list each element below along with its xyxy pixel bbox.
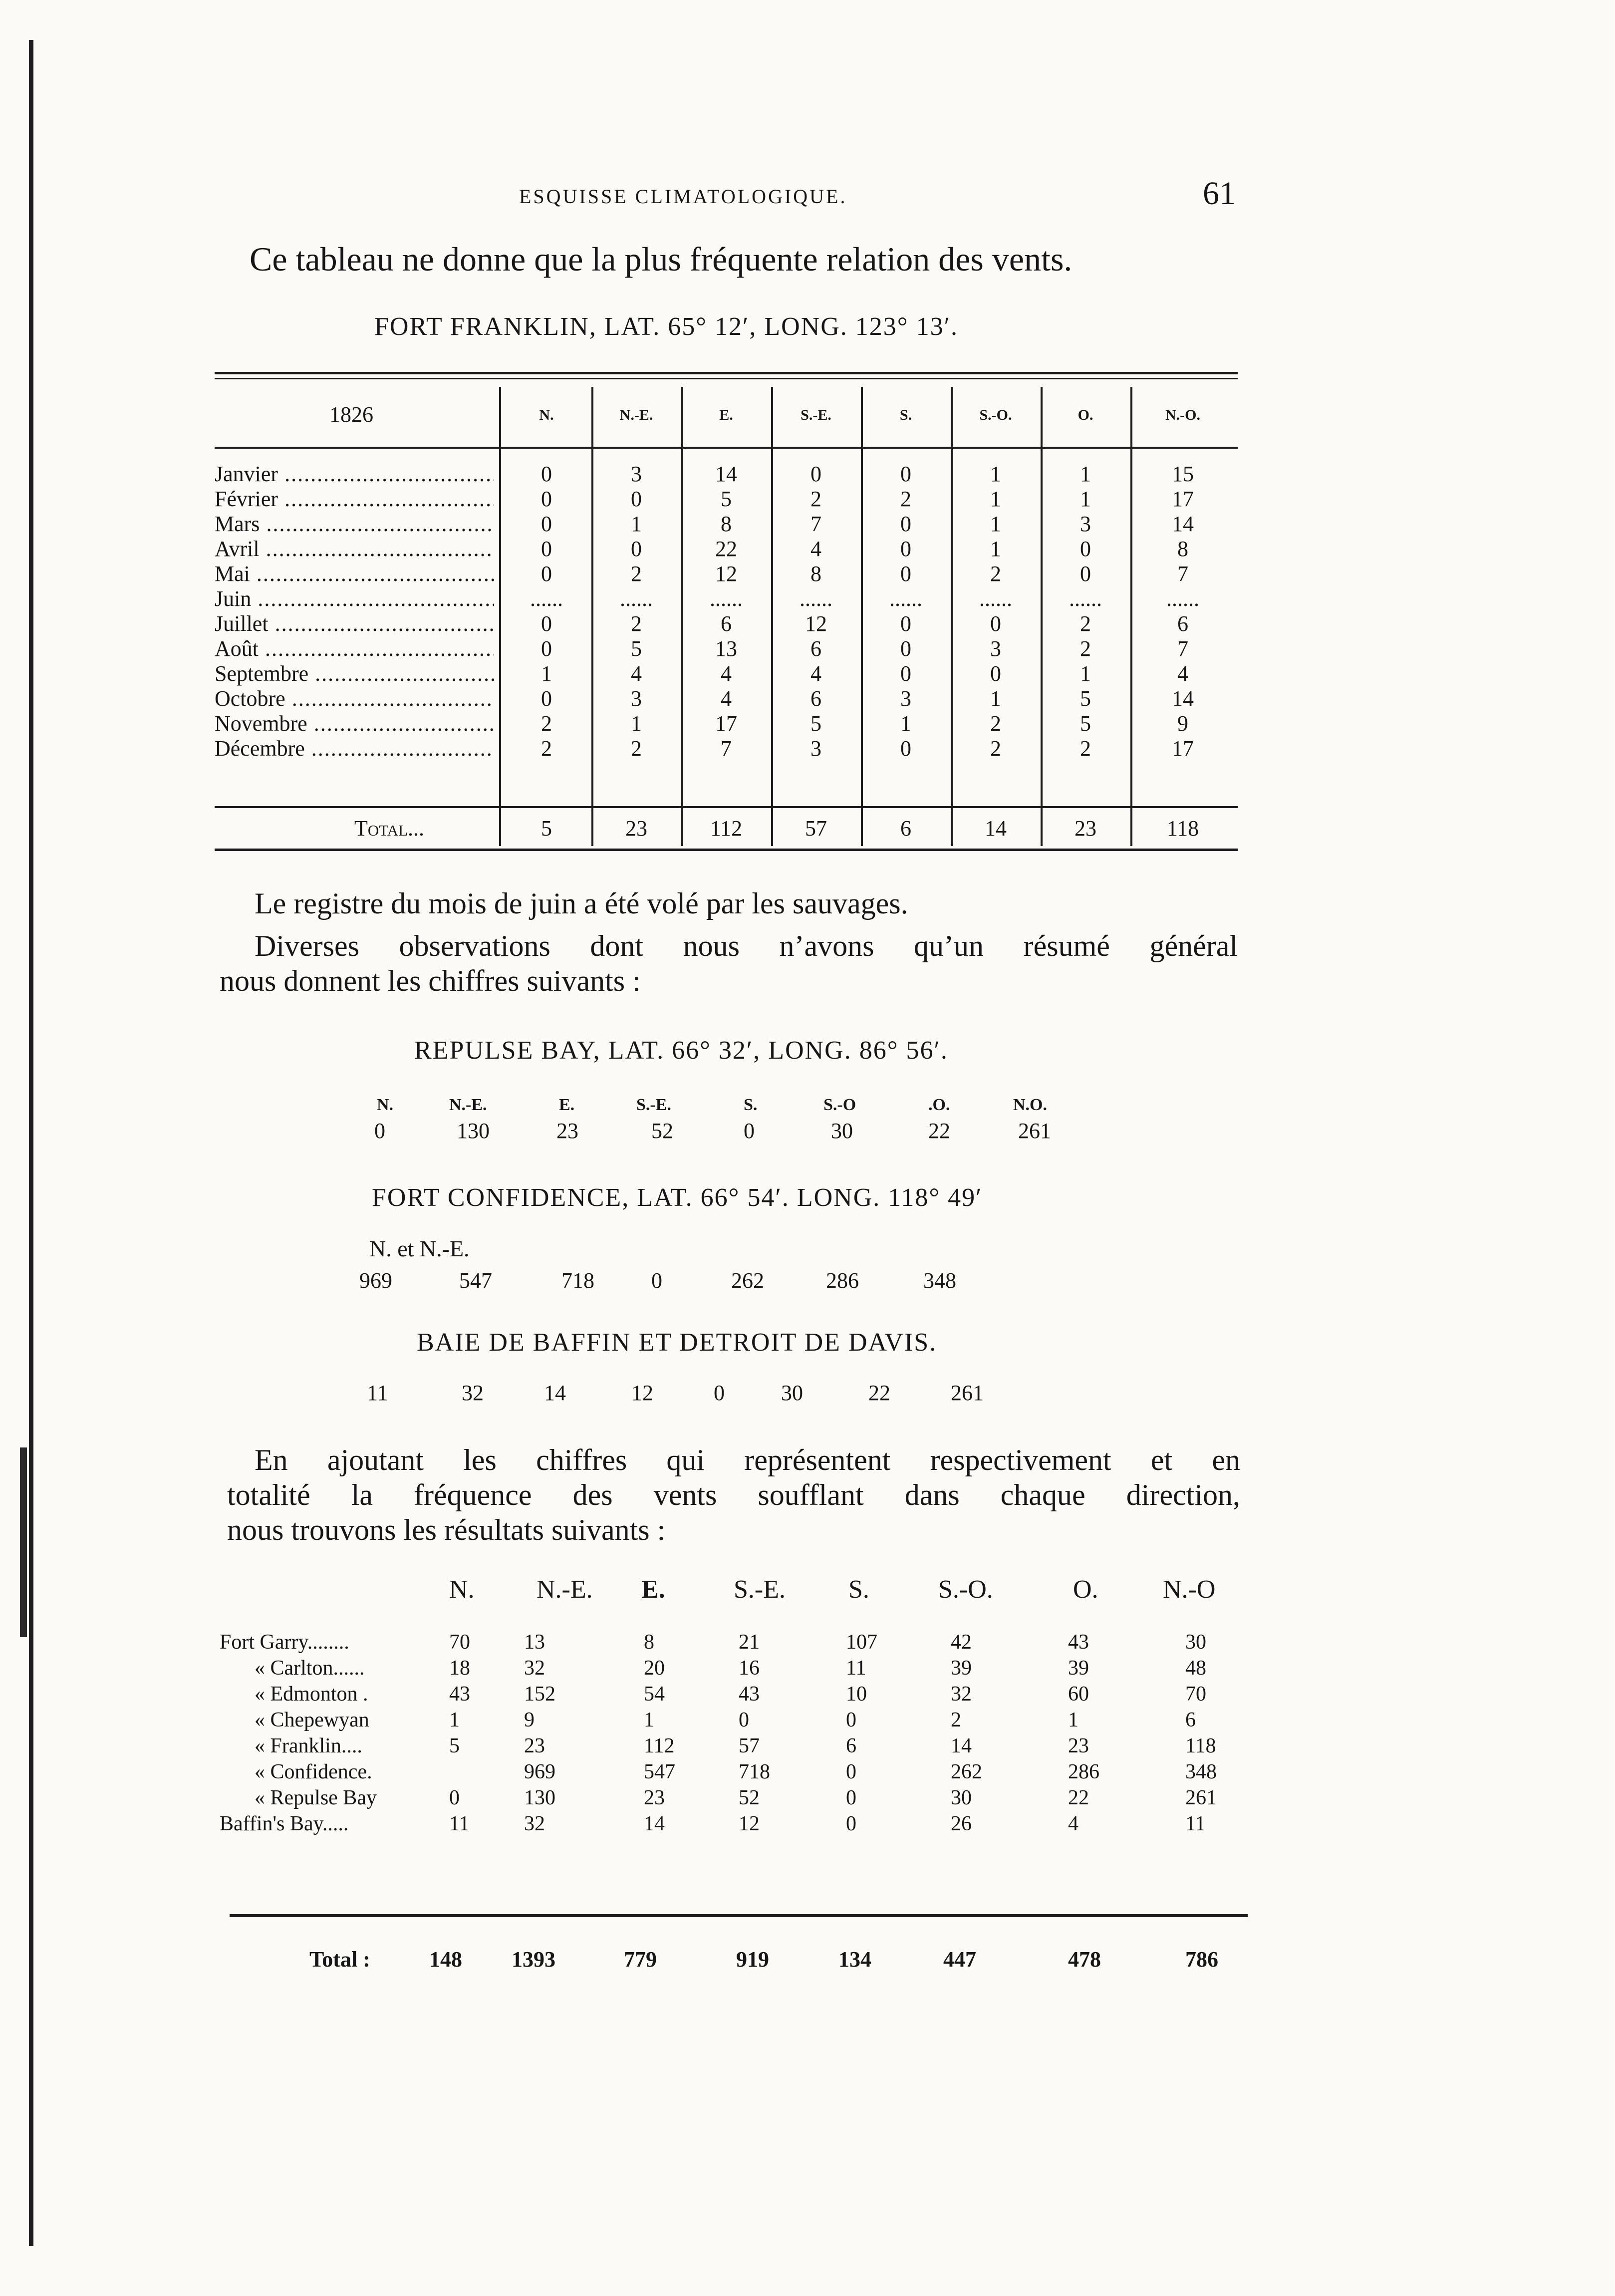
month-label: Septembre .....	[215, 661, 494, 686]
station-label: Baffin's Bay.....	[220, 1812, 349, 1835]
summary-cell: 1	[1068, 1709, 1078, 1731]
total-cell: 112	[710, 816, 743, 841]
franklin-wind-table	[215, 372, 1238, 851]
month-row	[215, 736, 1238, 761]
wind-count-cell: 0	[541, 636, 552, 661]
wind-count-cell: 1	[900, 711, 911, 736]
confidence-val: 0	[651, 1268, 662, 1293]
wind-count-cell: ......	[710, 586, 743, 611]
intro-sentence: Ce tableau ne donne que la plus fréquente relation des vents.	[250, 240, 1073, 278]
col-header-e: E.	[719, 407, 733, 423]
wind-count-cell: 1	[990, 512, 1001, 536]
month-row	[215, 661, 1238, 686]
summary-cell: 261	[1185, 1786, 1217, 1809]
month-label: Octobre .....	[215, 686, 494, 711]
summary-cell: 547	[644, 1760, 675, 1783]
total-cell: 23	[1075, 816, 1096, 841]
summary-row	[220, 1682, 1258, 1707]
wind-count-cell: 1	[990, 537, 1001, 561]
summary-cell: 48	[1185, 1657, 1206, 1680]
month-label: Août .....	[215, 636, 494, 661]
baffin-val: 261	[951, 1381, 984, 1405]
summary-cell: 262	[951, 1760, 982, 1783]
wind-count-cell: 3	[1080, 512, 1091, 536]
repulse-val: 22	[928, 1119, 950, 1143]
month-label: Juin .....	[215, 586, 494, 611]
wind-count-cell: 4	[721, 686, 732, 711]
summary-cell: 4	[1068, 1812, 1078, 1835]
wind-count-cell: 2	[1080, 736, 1091, 761]
summary-cell: 22	[1068, 1786, 1089, 1809]
page-number: 61	[1203, 175, 1236, 212]
wind-count-cell: 5	[1080, 711, 1091, 736]
wind-count-cell: 14	[715, 462, 737, 486]
repulse-val: 0	[374, 1119, 385, 1143]
baffin-val: 22	[868, 1381, 890, 1405]
wind-count-cell: 14	[1172, 686, 1194, 711]
wind-count-cell: 2	[631, 611, 642, 636]
summary-row	[220, 1759, 1258, 1784]
summary-total-cell: 919	[736, 1947, 769, 1972]
wind-count-cell: 2	[541, 736, 552, 761]
wind-count-cell: 1	[990, 686, 1001, 711]
year-header: 1826	[329, 402, 373, 427]
repulse-val: 23	[556, 1119, 578, 1143]
summary-cell: 112	[644, 1734, 675, 1757]
wind-count-cell: 7	[1177, 562, 1188, 586]
repulse-val: 30	[831, 1119, 853, 1143]
wind-count-cell: 6	[721, 611, 732, 636]
summary-cell: 57	[739, 1734, 760, 1757]
summary-col-e: E.	[641, 1575, 665, 1604]
summary-cell: 348	[1185, 1760, 1217, 1783]
table-top-rule-2	[215, 378, 1238, 379]
summary-cell: 0	[846, 1760, 856, 1783]
wind-count-cell: 0	[810, 462, 821, 486]
wind-count-cell: 3	[990, 636, 1001, 661]
wind-count-cell: 0	[541, 611, 552, 636]
wind-count-cell: ......	[620, 586, 653, 611]
wind-count-cell: 6	[810, 686, 821, 711]
summary-cell: 6	[1185, 1709, 1196, 1731]
wind-count-cell: 8	[1177, 537, 1188, 561]
summary-cell: 23	[524, 1734, 545, 1757]
summary-cell: 39	[951, 1657, 972, 1680]
month-row	[215, 562, 1238, 586]
paragraph-2-line-2: totalité la fréquence des vents soufflant dans chaque direction,	[227, 1478, 1240, 1511]
wind-count-cell: 0	[900, 512, 911, 536]
wind-count-cell: 2	[900, 487, 911, 511]
summary-cell: 60	[1068, 1683, 1089, 1706]
summary-cell: 0	[846, 1812, 856, 1835]
wind-count-cell: 22	[715, 537, 737, 561]
wind-count-cell: 3	[810, 736, 821, 761]
summary-cell: 0	[739, 1709, 749, 1731]
paragraph-2-line-3: nous trouvons les résultats suivants :	[227, 1513, 666, 1546]
table-header-rule	[215, 447, 1238, 449]
repulse-col-e: E.	[559, 1096, 575, 1114]
wind-count-cell: 6	[810, 636, 821, 661]
theft-note: Le registre du mois de juin a été volé par les sauvages.	[255, 887, 908, 920]
baffin-val: 32	[462, 1381, 484, 1405]
wind-count-cell: ......	[1166, 586, 1199, 611]
wind-count-cell: 0	[541, 686, 552, 711]
month-label: Avril .....	[215, 537, 494, 562]
wind-count-cell: ......	[889, 586, 922, 611]
table-bottom-rule	[215, 849, 1238, 851]
station-label: « Franklin....	[255, 1734, 362, 1757]
summary-cell: 18	[449, 1657, 470, 1680]
month-label: Mars .....	[215, 512, 494, 537]
summary-cell: 1	[644, 1709, 654, 1731]
month-row	[215, 487, 1238, 512]
station-label: « Repulse Bay	[255, 1786, 377, 1809]
binding-edge	[29, 40, 33, 2246]
summary-cell: 0	[846, 1786, 856, 1809]
wind-count-cell: 17	[1172, 487, 1194, 511]
summary-cell: 26	[951, 1812, 972, 1835]
summary-total-cell: 478	[1068, 1947, 1101, 1972]
summary-cell: 152	[524, 1683, 555, 1706]
wind-count-cell: 2	[990, 736, 1001, 761]
repulse-title: REPULSE BAY, LAT. 66° 32′, LONG. 86° 56′.	[414, 1036, 948, 1065]
month-row	[215, 586, 1238, 611]
month-row	[215, 636, 1238, 661]
summary-cell: 52	[739, 1786, 760, 1809]
summary-cell: 23	[644, 1786, 665, 1809]
wind-count-cell: 0	[541, 487, 552, 511]
repulse-val: 52	[651, 1119, 673, 1143]
baffin-val: 12	[631, 1381, 653, 1405]
wind-count-cell: 2	[631, 736, 642, 761]
wind-count-cell: 0	[1080, 562, 1091, 586]
wind-count-cell: 0	[900, 611, 911, 636]
summary-col-n: N.	[449, 1575, 475, 1604]
wind-count-cell: 0	[900, 537, 911, 561]
station-label: « Edmonton .	[255, 1683, 368, 1706]
confidence-val: 262	[731, 1268, 764, 1293]
wind-count-cell: 8	[810, 562, 821, 586]
total-cell: 23	[625, 816, 647, 841]
binding-edge-dark	[20, 1447, 27, 1637]
summary-cell: 23	[1068, 1734, 1089, 1757]
paragraph-2-line-1: En ajoutant les chiffres qui représentent respectivement et en	[255, 1443, 1240, 1476]
repulse-col-ne: N.-E.	[449, 1096, 487, 1114]
summary-cell: 30	[951, 1786, 972, 1809]
confidence-title: FORT CONFIDENCE, LAT. 66° 54′. LONG. 118° 49′	[372, 1183, 983, 1212]
summary-total-cell: 779	[624, 1947, 657, 1972]
month-row	[215, 611, 1238, 636]
summary-cell: 1	[449, 1709, 460, 1731]
col-header-ne: N.-E.	[619, 407, 653, 423]
wind-count-cell: 9	[1177, 711, 1188, 736]
summary-cell: 43	[739, 1683, 760, 1706]
summary-cell: 11	[846, 1657, 866, 1680]
wind-count-cell: 2	[1080, 611, 1091, 636]
summary-total-row	[220, 1947, 1258, 1977]
wind-count-cell: 7	[1177, 636, 1188, 661]
wind-count-cell: 1	[990, 487, 1001, 511]
wind-count-cell: ......	[1069, 586, 1102, 611]
running-header: ESQUISSE CLIMATOLOGIQUE.	[519, 185, 847, 208]
wind-count-cell: 0	[541, 462, 552, 486]
summary-cell: 718	[739, 1760, 770, 1783]
col-header-s: S.	[899, 407, 912, 423]
col-header-n: N.	[539, 407, 554, 423]
wind-count-cell: 3	[631, 686, 642, 711]
col-header-o: O.	[1077, 407, 1093, 423]
summary-cell: 130	[524, 1786, 555, 1809]
summary-cell: 42	[951, 1631, 972, 1654]
summary-col-o: O.	[1073, 1575, 1098, 1604]
summary-total-cell: 1393	[512, 1947, 555, 1972]
summary-cell: 32	[524, 1812, 545, 1835]
franklin-total-row	[215, 814, 1238, 844]
summary-cell: 32	[524, 1657, 545, 1680]
summary-cell: 8	[644, 1631, 654, 1654]
repulse-col-se: S.-E.	[636, 1096, 671, 1114]
summary-cell: 10	[846, 1683, 867, 1706]
wind-count-cell: 0	[990, 661, 1001, 686]
summary-cell: 0	[846, 1709, 856, 1731]
total-cell: 14	[985, 816, 1007, 841]
wind-count-cell: 3	[900, 686, 911, 711]
wind-count-cell: 5	[1080, 686, 1091, 711]
summary-col-so: S.-O.	[938, 1575, 993, 1604]
summary-cell: 6	[846, 1734, 856, 1757]
summary-cell: 32	[951, 1683, 972, 1706]
wind-count-cell: 0	[900, 462, 911, 486]
summary-cell: 14	[644, 1812, 665, 1835]
repulse-val: 261	[1018, 1119, 1051, 1143]
month-label: Novembre .....	[215, 711, 494, 736]
summary-cell: 16	[739, 1657, 760, 1680]
summary-cell: 286	[1068, 1760, 1099, 1783]
station-label: « Carlton......	[255, 1657, 365, 1680]
wind-count-cell: 1	[1080, 462, 1091, 486]
wind-count-cell: 7	[810, 512, 821, 536]
wind-count-cell: 2	[541, 711, 552, 736]
summary-total-cell: 447	[943, 1947, 976, 1972]
wind-count-cell: 12	[805, 611, 827, 636]
total-cell: 5	[541, 816, 552, 841]
month-row	[215, 686, 1238, 711]
wind-count-cell: 5	[721, 487, 732, 511]
summary-cell: 13	[524, 1631, 545, 1654]
wind-count-cell: 5	[810, 711, 821, 736]
summary-total-cell: 148	[429, 1947, 462, 1972]
summary-cell: 107	[846, 1631, 877, 1654]
summary-cell: 5	[449, 1734, 460, 1757]
wind-count-cell: ......	[530, 586, 563, 611]
summary-cell: 969	[524, 1760, 555, 1783]
summary-cell: 11	[449, 1812, 470, 1835]
wind-count-cell: 17	[715, 711, 737, 736]
summary-cell: 0	[449, 1786, 460, 1809]
summary-cell: 43	[1068, 1631, 1089, 1654]
station-label: Fort Garry........	[220, 1631, 349, 1654]
repulse-col-n: N.	[377, 1096, 394, 1114]
summary-cell: 30	[1185, 1631, 1206, 1654]
month-label: Janvier .....	[215, 462, 494, 487]
wind-count-cell: 14	[1172, 512, 1194, 536]
wind-count-cell: 0	[990, 611, 1001, 636]
wind-count-cell: 15	[1172, 462, 1194, 486]
month-row	[215, 711, 1238, 736]
summary-cell: 54	[644, 1683, 665, 1706]
wind-count-cell: 17	[1172, 736, 1194, 761]
col-header-so: S.-O.	[979, 407, 1012, 423]
summary-cell: 14	[951, 1734, 972, 1757]
baffin-val: 11	[367, 1381, 388, 1405]
wind-count-cell: 0	[900, 736, 911, 761]
summary-row	[220, 1811, 1258, 1836]
summary-total-rule	[230, 1914, 1248, 1917]
wind-count-cell: 1	[631, 711, 642, 736]
month-label: Mai .....	[215, 562, 494, 586]
baffin-title: BAIE DE BAFFIN ET DETROIT DE DAVIS.	[417, 1328, 937, 1357]
month-row	[215, 537, 1238, 562]
wind-count-cell: 0	[631, 537, 642, 561]
wind-count-cell: 13	[715, 636, 737, 661]
repulse-val: 0	[744, 1119, 755, 1143]
summary-total-cell: 134	[838, 1947, 871, 1972]
wind-count-cell: 7	[721, 736, 732, 761]
wind-count-cell: 1	[1080, 661, 1091, 686]
baffin-val: 14	[544, 1381, 566, 1405]
repulse-col-s: S.	[744, 1096, 758, 1114]
summary-total-cell: 786	[1185, 1947, 1218, 1972]
wind-count-cell: 1	[1080, 487, 1091, 511]
total-cell: 118	[1166, 816, 1199, 841]
summary-cell: 118	[1185, 1734, 1216, 1757]
summary-row	[220, 1630, 1258, 1655]
summary-cell: 11	[1185, 1812, 1206, 1835]
wind-count-cell: 1	[990, 462, 1001, 486]
wind-count-cell: 0	[900, 636, 911, 661]
summary-total-label: Total :	[309, 1947, 370, 1972]
month-label: Février .....	[215, 487, 494, 512]
summary-row	[220, 1708, 1258, 1732]
summary-cell: 43	[449, 1683, 470, 1706]
summary-col-no: N.-O	[1163, 1575, 1216, 1604]
summary-col-se: S.-E.	[734, 1575, 786, 1604]
wind-count-cell: 4	[810, 661, 821, 686]
repulse-col-no: N.O.	[1013, 1096, 1047, 1114]
summary-cell: 39	[1068, 1657, 1089, 1680]
month-row	[215, 512, 1238, 537]
wind-count-cell: 2	[1080, 636, 1091, 661]
summary-cell: 20	[644, 1657, 665, 1680]
summary-cell: 70	[1185, 1683, 1206, 1706]
table-total-rule	[215, 806, 1238, 808]
wind-count-cell: 4	[721, 661, 732, 686]
total-cell: 6	[900, 816, 911, 841]
summary-cell: 2	[951, 1709, 961, 1731]
repulse-col-o: .O.	[928, 1096, 950, 1114]
wind-count-cell: 2	[990, 562, 1001, 586]
wind-count-cell: 1	[631, 512, 642, 536]
wind-count-cell: 4	[631, 661, 642, 686]
summary-cell: 9	[524, 1709, 535, 1731]
paragraph-1-line-2: nous donnent les chiffres suivants :	[220, 964, 641, 997]
wind-count-cell: 0	[541, 562, 552, 586]
wind-count-cell: 12	[715, 562, 737, 586]
wind-count-cell: 3	[631, 462, 642, 486]
wind-count-cell: 0	[631, 487, 642, 511]
month-label: Décembre .....	[215, 736, 494, 761]
wind-count-cell: 2	[810, 487, 821, 511]
confidence-col-label: N. et N.-E.	[369, 1236, 470, 1261]
summary-col-ne: N.-E.	[537, 1575, 593, 1604]
summary-row	[220, 1733, 1258, 1758]
summary-row	[220, 1656, 1258, 1681]
month-row	[215, 462, 1238, 487]
franklin-title: FORT FRANKLIN, LAT. 65° 12′, LONG. 123° 13′.	[374, 312, 958, 341]
summary-cell: 70	[449, 1631, 470, 1654]
wind-count-cell: 0	[541, 537, 552, 561]
wind-count-cell: 0	[900, 562, 911, 586]
wind-count-cell: 6	[1177, 611, 1188, 636]
wind-count-cell: 0	[900, 661, 911, 686]
confidence-val: 969	[359, 1268, 392, 1293]
wind-count-cell: 2	[631, 562, 642, 586]
confidence-val: 286	[826, 1268, 859, 1293]
confidence-val: 718	[561, 1268, 594, 1293]
station-label: « Chepewyan	[255, 1709, 369, 1731]
summary-cell: 21	[739, 1631, 760, 1654]
summary-row	[220, 1785, 1258, 1810]
wind-count-cell: 0	[1080, 537, 1091, 561]
repulse-col-so: S.-O	[823, 1096, 856, 1114]
wind-count-cell: 4	[810, 537, 821, 561]
wind-count-cell: 5	[631, 636, 642, 661]
confidence-val: 547	[459, 1268, 492, 1293]
wind-count-cell: 2	[990, 711, 1001, 736]
col-header-no: N.-O.	[1165, 407, 1200, 423]
table-top-rule	[215, 372, 1238, 374]
wind-count-cell: 4	[1177, 661, 1188, 686]
total-cell: 57	[805, 816, 827, 841]
wind-count-cell: 0	[541, 512, 552, 536]
wind-count-cell: 8	[721, 512, 732, 536]
wind-count-cell: ......	[979, 586, 1012, 611]
summary-cell: 12	[739, 1812, 760, 1835]
repulse-val: 130	[457, 1119, 490, 1143]
baffin-val: 30	[781, 1381, 803, 1405]
month-label: Juillet .....	[215, 611, 494, 636]
total-label: Total...	[354, 816, 425, 841]
confidence-val: 348	[923, 1268, 956, 1293]
summary-col-s: S.	[848, 1575, 869, 1604]
col-header-se: S.-E.	[801, 407, 831, 423]
station-label: « Confidence.	[255, 1760, 372, 1783]
paragraph-1-line-1: Diverses observations dont nous n’avons qu’un résumé général	[255, 929, 1238, 962]
wind-count-cell: 1	[541, 661, 552, 686]
wind-count-cell: ......	[800, 586, 832, 611]
baffin-val: 0	[714, 1381, 725, 1405]
